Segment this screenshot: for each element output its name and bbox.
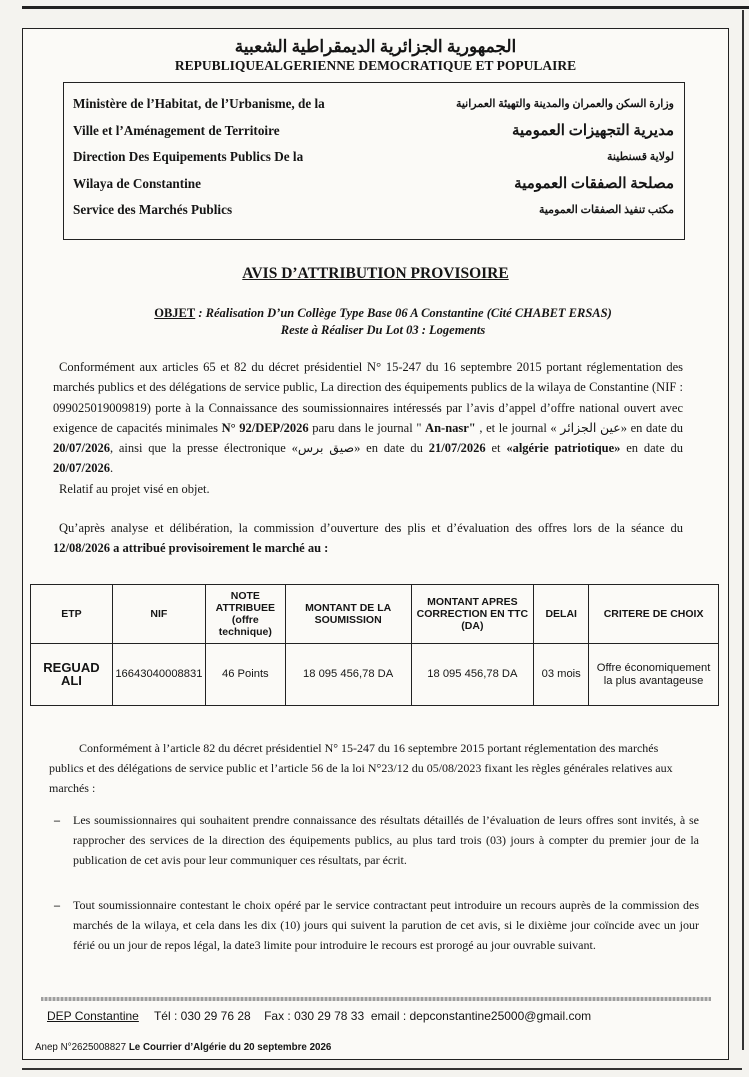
cell-montant-corrige: 18 095 456,78 DA (411, 644, 534, 706)
table-header: MONTANT APRES CORRECTION EN TTC (DA) (411, 585, 534, 644)
ministry-line-arabic: مكتب تنفيذ الصفقات العمومية (538, 204, 674, 217)
deliberation-paragraph (53, 518, 683, 559)
email[interactable]: email : depconstantine25000@gmail.com (370, 1009, 592, 1023)
ministry-line: Direction Des Equipements Publics De la (73, 149, 304, 165)
relatif-line: Relatif au projet visé en objet. (59, 481, 210, 496)
phone: Tél : 030 29 76 28 (153, 1009, 251, 1023)
ministry-line-arabic: مصلحة الصفقات العمومية (514, 175, 674, 192)
cell-nif: 16643040008831 (112, 644, 205, 706)
bullet-dash: – (54, 898, 60, 912)
intro-text: , et le journal « (475, 420, 561, 435)
ministry-line-arabic: لولاية قسنطينة (607, 151, 674, 164)
footer-separator (41, 997, 711, 1001)
ministry-line: Ministère de l’Habitat, de l’Urbanisme, de la (73, 96, 325, 111)
legal-text: Conformément à l’article 82 du décret présidentiel N° 15-247 du 16 septembre 2015 portant réglementation des marchés publics et des délégations de service public et l’article 56 de la loi N°23/12 du 05/08/2023 fixant les règles générales relatives aux marchés : (49, 741, 673, 795)
newspaper-name-arabic: عين الجزائر (560, 420, 621, 435)
bottom-rule (22, 1068, 742, 1070)
ministry-line: Wilaya de Constantine (73, 175, 201, 191)
intro-text: . (109, 461, 114, 476)
header-french-title: REPUBLIQUEALGERIENNE DEMOCRATIQUE ET POPULAIRE (174, 58, 577, 73)
object-label: OBJET (154, 306, 196, 320)
ministry-line-arabic: وزارة السكن والعمران والمدينة والتهيئة العمرانية (455, 98, 674, 110)
ministry-box (63, 82, 685, 240)
table-header: NOTE ATTRIBUEE (offre technique) (205, 585, 285, 644)
contact-line (47, 1009, 591, 1023)
ministry-line: Ville et l’Aménagement de Territoire (73, 122, 280, 138)
table-header: CRITERE DE CHOIX (589, 585, 719, 644)
notice-page (22, 28, 729, 1060)
deliberation-text: Qu’après analyse et délibération, la commission d’ouverture des plis et d’évaluation des offres lors de la séance du (59, 521, 683, 535)
table-header: NIF (112, 585, 205, 644)
dep-name: DEP Constantine (47, 1009, 139, 1023)
legal-paragraph (49, 738, 689, 798)
cell-etp: REGUAD ALI (31, 644, 113, 706)
intro-paragraph (53, 357, 683, 499)
newspaper-name-arabic: صيق برس (297, 441, 355, 456)
ministry-box-arabic (404, 91, 674, 224)
list-item (54, 895, 699, 955)
intro-text: paru dans le journal " (308, 420, 426, 435)
ministry-line-arabic: مديرية التجهيزات العمومية (511, 122, 674, 139)
list-item-text: Tout soumissionnaire contestant le choix opéré par le service contractant peut introduire un recours auprès de la commission des marchés de la wilaya, et cela dans les dix (10) jours qui suivent la parution de cet avis, si le dixième jour coïncide avec un jour férié ou un jour de repos légal, la date3 limite pour introduire le recours est prorogé au jour ouvrable suivant. (73, 898, 699, 952)
object-line-2: Reste à Réaliser Du Lot 03 : Logements (280, 323, 486, 337)
tender-number: N° 92/DEP/2026 (221, 420, 309, 435)
table-header-row (31, 585, 719, 644)
intro-text: , ainsi que la presse électronique « (109, 441, 298, 456)
header-arabic-title: الجمهورية الجزائرية الديمقراطية الشعبية (234, 37, 517, 56)
object-line-1: Réalisation D’un Collège Type Base 06 A Constantine (Cité CHABET ERSAS) (205, 306, 612, 320)
publication-date: 21/07/2026 (428, 441, 486, 456)
table-row (31, 644, 719, 706)
cell-montant: 18 095 456,78 DA (285, 644, 411, 706)
intro-text: » en date du (620, 420, 683, 435)
intro-text: » en date du (354, 441, 429, 456)
fax: Fax : 030 29 78 33 (264, 1009, 365, 1023)
ministry-line: Service des Marchés Publics (73, 202, 233, 218)
ministry-box-french (73, 91, 403, 224)
table-header: DELAI (534, 585, 589, 644)
session-date: 12/08/2026 (53, 541, 110, 556)
list-item (54, 810, 699, 870)
intro-text: en date du (620, 441, 683, 456)
table-header: ETP (31, 585, 113, 644)
right-rule (742, 10, 744, 1050)
publication-date: 20/07/2026 (53, 441, 110, 456)
award-table (30, 584, 719, 706)
list-item-text: Les soumissionnaires qui souhaitent prendre connaissance des résultats détaillés de l’évaluation de leurs offres sont invités, à se rapprocher des services de la direction des équipements publics, au plus tard trois (03) jours à compter du premier jour de la publication de cet avis pour leur communiquer ces résultats, par écrit. (73, 813, 699, 867)
notice-title: AVIS D’ATTRIBUTION PROVISOIRE (242, 265, 509, 282)
anep-number: Anep N°2625008827 (35, 1042, 127, 1053)
table-header: MONTANT DE LA SOUMISSION (285, 585, 411, 644)
top-rule (22, 6, 749, 9)
object-block: OBJET : Réalisation D’un Collège Type Base 06 A Constantine (Cité CHABET ERSAS) Reste à Réaliser Du Lot 03 : Logements (154, 306, 612, 337)
newspaper-name: «algérie patriotique» (506, 441, 621, 456)
newspaper-name: An-nasr" (425, 420, 476, 435)
cell-note: 46 Points (205, 644, 285, 706)
bullet-dash: – (54, 813, 60, 827)
anep-reference (35, 1042, 331, 1053)
cell-critere: Offre économiquement la plus avantageuse (589, 644, 719, 706)
cell-delai: 03 mois (534, 644, 589, 706)
publication-date: 20/07/2026 (53, 461, 110, 476)
intro-text: Conformément aux articles 65 et 82 du décret présidentiel N° 15-247 du 16 septembre 2015 portant réglementation des marchés publics et des délégations de service public, La direction des équipements publics de la wilaya de Constantine (NIF : 099025019009819) porte à la Connaissance des soumissionnaires intéressés par l’avis d’appel d’offre national ouvert avec exigence de capacités minimales (53, 360, 683, 435)
newspaper-credit: Le Courrier d’Algérie du 20 septembre 2026 (128, 1042, 332, 1053)
intro-text: et (485, 441, 507, 456)
deliberation-text: a attribué provisoirement le marché au : (109, 541, 329, 556)
